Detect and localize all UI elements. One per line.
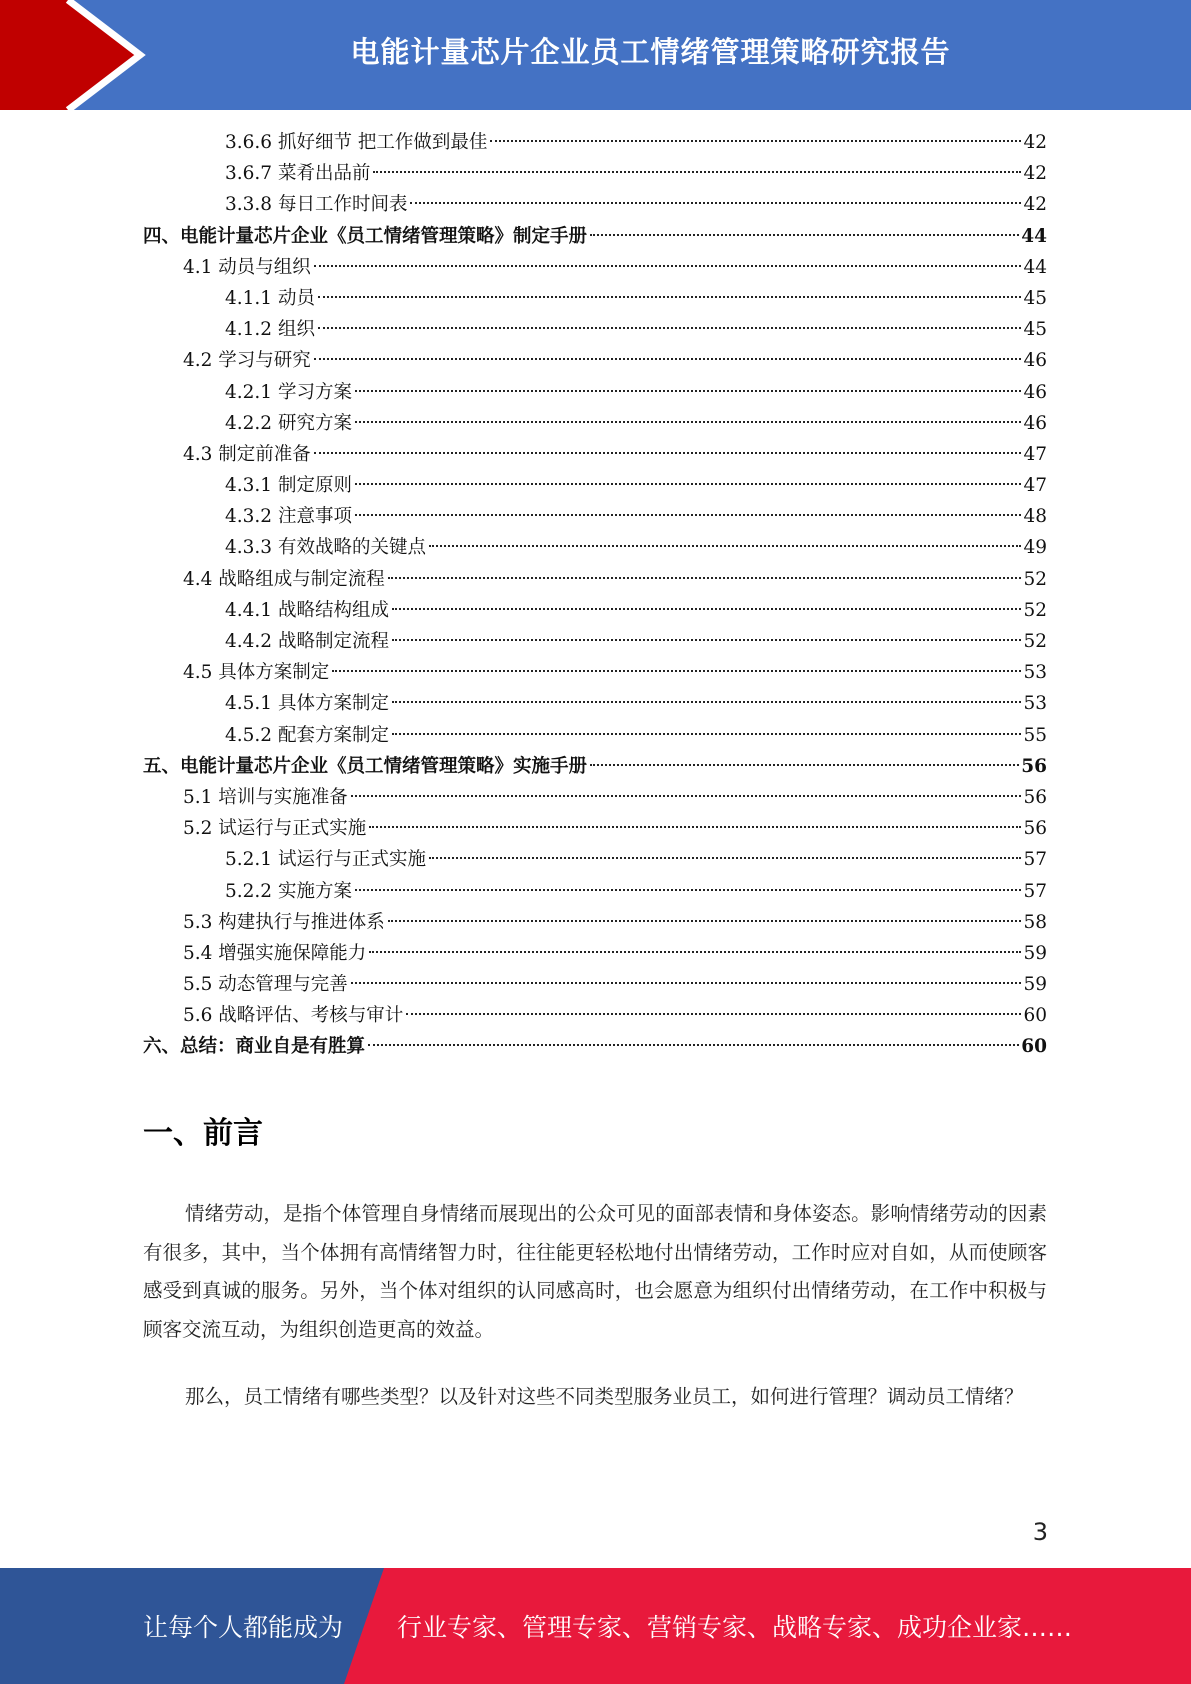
toc-entry[interactable] [143,408,1047,439]
toc-dot-leader [490,140,1021,142]
toc-entry-title: 4.4.2 战略制定流程 [225,631,389,652]
toc-entry[interactable] [143,938,1047,969]
toc-entry-title: 六、总结：商业自是有胜算 [143,1036,366,1058]
toc-entry-page: 60 [1021,1036,1047,1058]
toc-dot-leader [590,764,1019,766]
toc-dot-leader [332,670,1021,672]
toc-entry-page: 55 [1023,724,1047,746]
toc-dot-leader [429,545,1021,547]
toc-entry-title: 4.4.1 战略结构组成 [225,599,389,621]
toc-entry-title: 4.1 动员与组织 [183,256,311,278]
toc-dot-leader [590,234,1019,236]
toc-entry-title: 4.5.2 配套方案制定 [225,724,389,746]
toc-entry-page: 53 [1023,662,1047,684]
toc-entry[interactable] [143,314,1047,345]
toc-dot-leader [406,1013,1021,1015]
toc-entry-page: 48 [1023,506,1047,528]
toc-entry[interactable] [143,657,1047,688]
toc-dot-leader [351,795,1022,797]
toc-entry-title: 4.2 学习与研究 [183,350,311,372]
toc-entry-title: 4.1.2 组织 [225,319,315,341]
toc-entry-title: 4.4 战略组成与制定流程 [183,568,385,590]
toc-entry[interactable] [143,221,1047,252]
table-of-contents [143,127,1047,1063]
page-number: 3 [1032,1518,1048,1546]
toc-dot-leader [392,701,1021,703]
toc-entry-title: 四、电能计量芯片企业《员工情绪管理策略》制定手册 [143,225,588,247]
toc-entry[interactable] [143,751,1047,782]
toc-entry-page: 49 [1023,537,1047,559]
toc-entry-title: 5.2 试运行与正式实施 [183,818,367,840]
toc-entry[interactable] [143,844,1047,875]
toc-dot-leader [388,577,1022,579]
toc-entry[interactable] [143,564,1047,595]
toc-entry[interactable] [143,252,1047,283]
toc-entry-page: 59 [1023,942,1047,964]
toc-entry-page: 42 [1023,132,1047,153]
toc-dot-leader [369,951,1021,953]
toc-dot-leader [318,296,1022,298]
toc-dot-leader [355,889,1022,891]
toc-entry[interactable] [143,907,1047,938]
toc-entry-title: 4.5.1 具体方案制定 [225,693,389,715]
toc-entry-page: 56 [1023,786,1047,808]
toc-entry-page: 57 [1023,849,1047,871]
page-header [0,0,1191,110]
toc-entry-page: 56 [1021,755,1047,777]
toc-dot-leader [410,202,1021,204]
toc-entry[interactable] [143,782,1047,813]
toc-entry-title: 五、电能计量芯片企业《员工情绪管理策略》实施手册 [143,755,588,777]
toc-entry-title: 4.3 制定前准备 [183,443,311,465]
toc-dot-leader [314,452,1022,454]
document-title: 电能计量芯片企业员工情绪管理策略研究报告 [350,34,951,69]
toc-entry[interactable] [143,127,1047,158]
toc-entry-page: 44 [1023,256,1047,278]
toc-entry[interactable] [143,345,1047,376]
toc-entry-page: 45 [1023,287,1047,309]
toc-entry[interactable] [143,501,1047,532]
toc-entry-title: 4.2.2 研究方案 [225,412,352,434]
toc-entry[interactable] [143,189,1047,220]
toc-entry-page: 42 [1023,163,1047,185]
toc-dot-leader [392,639,1021,641]
toc-entry[interactable] [143,876,1047,907]
toc-entry-page: 58 [1023,911,1047,933]
toc-entry-title: 4.1.1 动员 [225,287,315,309]
toc-entry-page: 44 [1021,225,1047,247]
page-footer [0,1568,1191,1684]
toc-entry-title: 5.5 动态管理与完善 [183,974,348,996]
toc-entry[interactable] [143,969,1047,1000]
toc-dot-leader [314,358,1022,360]
toc-entry-title: 5.6 战略评估、考核与审计 [183,1005,404,1027]
toc-entry-page: 60 [1023,1005,1047,1027]
toc-entry[interactable] [143,439,1047,470]
toc-entry-title: 4.5 具体方案制定 [183,662,330,684]
toc-entry-title: 4.2.1 学习方案 [225,381,352,403]
toc-dot-leader [355,421,1022,423]
toc-entry-title: 5.4 增强实施保障能力 [183,942,367,964]
toc-entry-page: 52 [1023,568,1047,590]
toc-dot-leader [355,483,1022,485]
toc-dot-leader [369,826,1021,828]
toc-entry[interactable] [143,158,1047,189]
toc-entry-title: 4.3.2 注意事项 [225,506,352,528]
toc-dot-leader [355,514,1022,516]
toc-entry[interactable] [143,532,1047,563]
toc-dot-leader [388,920,1022,922]
toc-entry-title: 5.3 构建执行与推进体系 [183,911,385,933]
toc-dot-leader [392,608,1021,610]
toc-entry[interactable] [143,470,1047,501]
toc-dot-leader [373,171,1021,173]
toc-entry-page: 46 [1023,350,1047,372]
section-heading: 一、前言 [143,1116,263,1151]
toc-dot-leader [351,982,1022,984]
toc-entry-page: 57 [1023,880,1047,902]
toc-entry[interactable] [143,283,1047,314]
body-paragraph: 那么，员工情绪有哪些类型？以及针对这些不同类型服务业员工，如何进行管理？调动员工情绪？ [185,1385,1024,1408]
toc-entry[interactable] [143,377,1047,408]
toc-dot-leader [429,857,1021,859]
body-paragraph: 情绪劳动，是指个体管理自身情绪而展现出的公众可见的面部表情和身体姿态。影响情绪劳动的因素有很多，其中，当个体拥有高情绪智力时，往往能更轻松地付出情绪劳动，工作时应对自如，从而使顾客感受到真诚的服务。另外，当个体对组织的认同感高时，也会愿意为组织付出情绪劳动，在工作中积极与顾客交流互动，为组织创造更高的效益。 [143,1202,1047,1341]
toc-entry-page: 47 [1023,443,1047,465]
toc-entry[interactable] [143,720,1047,751]
toc-dot-leader [314,265,1022,267]
toc-entry-page: 56 [1023,818,1047,840]
toc-entry-page: 46 [1023,381,1047,403]
toc-entry-title: 4.3.3 有效战略的关键点 [225,537,426,559]
toc-dot-leader [355,390,1022,392]
toc-entry[interactable] [143,1031,1047,1062]
toc-entry[interactable] [143,626,1047,657]
toc-entry-page: 42 [1023,194,1047,216]
toc-entry[interactable] [143,813,1047,844]
footer-slogan-right: 行业专家、管理专家、营销专家、战略专家、成功企业家…… [397,1613,1073,1642]
toc-entry[interactable] [143,595,1047,626]
toc-entry[interactable] [143,1000,1047,1031]
toc-entry-page: 45 [1023,319,1047,341]
toc-dot-leader [368,1044,1019,1046]
toc-entry-title: 3.6.7 菜肴出品前 [225,163,371,185]
footer-slogan-left: 让每个人都能成为 [143,1613,344,1642]
toc-dot-leader [318,327,1022,329]
toc-entry-title: 5.1 培训与实施准备 [183,786,348,808]
toc-entry-page: 47 [1023,475,1047,497]
toc-dot-leader [392,733,1021,735]
toc-entry[interactable] [143,688,1047,719]
toc-entry-page: 53 [1023,693,1047,715]
toc-entry-title: 5.2.1 试运行与正式实施 [225,849,426,871]
toc-entry-page: 59 [1023,974,1047,996]
toc-entry-title: 5.2.2 实施方案 [225,880,352,902]
toc-entry-page: 46 [1023,412,1047,434]
toc-entry-title: 3.6.6 抓好细节 把工作做到最佳 [225,132,488,153]
toc-entry-title: 3.3.8 每日工作时间表 [225,194,408,216]
toc-entry-page: 52 [1023,599,1047,621]
toc-entry-page: 52 [1023,631,1047,652]
toc-entry-title: 4.3.1 制定原则 [225,475,352,497]
